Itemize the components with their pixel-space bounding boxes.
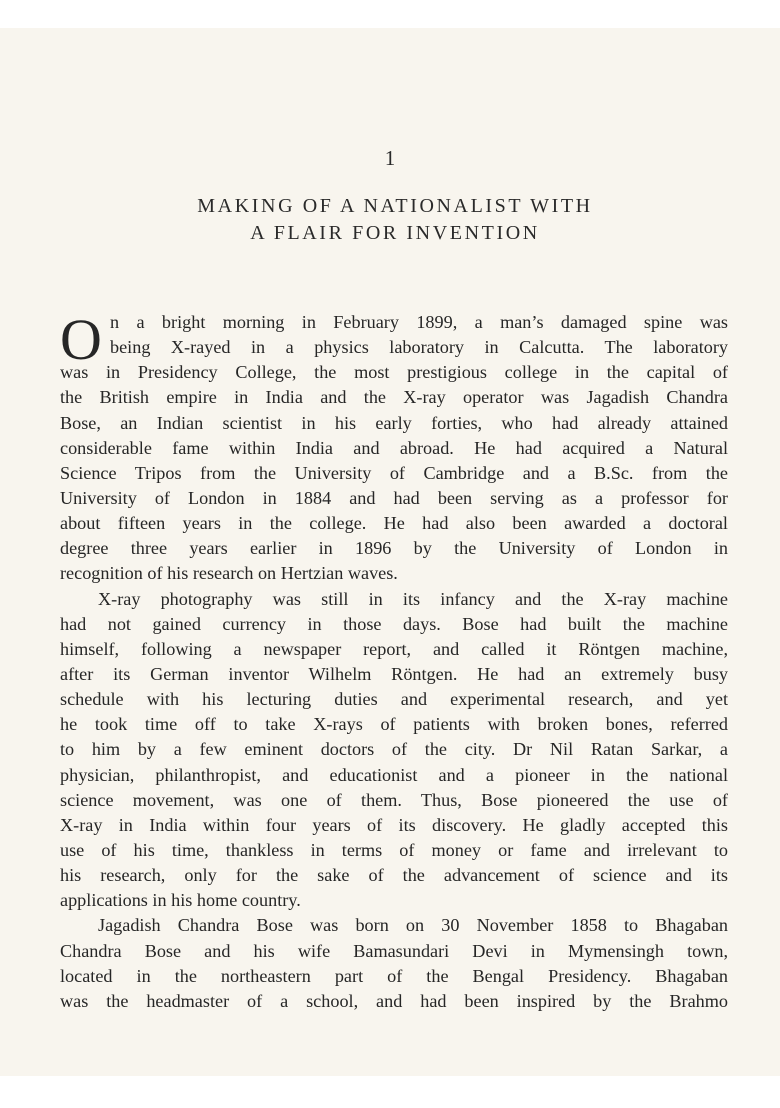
text-line: Science Tripos from the University of Cambridge and a B.Sc. from the bbox=[60, 462, 728, 483]
text-line: being X-rayed in a physics laboratory in Calcutta. The laboratory bbox=[110, 337, 728, 358]
text-line: n a bright morning in February 1899, a man’s damaged spine was bbox=[110, 312, 728, 332]
text-line: Bose, an Indian scientist in his early forties, who had already attained bbox=[60, 412, 728, 433]
paragraph bbox=[60, 913, 728, 1014]
text-line: University of London in 1884 and had been serving as a professor for bbox=[60, 487, 728, 508]
text-line: located in the northeastern part of the Bengal Presidency. Bhagaban bbox=[60, 965, 728, 986]
text-line: himself, following a newspaper report, and called it Röntgen machine, bbox=[60, 638, 728, 659]
paragraph bbox=[60, 587, 728, 914]
text-line: X-ray photography was still in its infancy and the X-ray machine bbox=[98, 588, 728, 609]
text-line: science movement, was one of them. Thus, Bose pioneered the use of bbox=[60, 789, 728, 810]
text-line: his research, only for the sake of the advancement of science and its bbox=[60, 865, 728, 886]
text-line: recognition of his research on Hertzian waves. bbox=[60, 563, 398, 584]
text-line: degree three years earlier in 1896 by the University of London in bbox=[60, 538, 728, 559]
paragraph bbox=[60, 307, 728, 587]
text-line: to him by a few eminent doctors of the city. Dr Nil Ratan Sarkar, a bbox=[60, 739, 728, 760]
text-line: after its German inventor Wilhelm Röntgen. He had an extremely busy bbox=[60, 663, 728, 684]
text-line: use of his time, thankless in terms of money or fame and irrelevant to bbox=[60, 839, 728, 860]
text-line: X-ray in India within four years of its discovery. He gladly accepted this bbox=[60, 814, 728, 835]
text-line: had not gained currency in those days. Bose had built the machine bbox=[60, 613, 728, 634]
text-line: Chandra Bose and his wife Bamasundari Devi in Mymensingh town, bbox=[60, 940, 728, 961]
text-line: he took time off to take X-rays of patients with broken bones, referred bbox=[60, 714, 728, 735]
body-text bbox=[60, 307, 728, 1014]
text-line: Jagadish Chandra Bose was born on 30 November 1858 to Bhagaban bbox=[98, 915, 728, 936]
text-line: about fifteen years in the college. He had also been awarded a doctoral bbox=[60, 513, 728, 534]
text-line: considerable fame within India and abroad. He had acquired a Natural bbox=[60, 437, 728, 458]
book-page bbox=[0, 28, 780, 1076]
text-line: was in Presidency College, the most prestigious college in the capital of bbox=[60, 362, 728, 383]
text-line: physician, philanthropist, and educationist and a pioneer in the national bbox=[60, 764, 728, 785]
chapter-title-line: MAKING OF A NATIONALIST WITH bbox=[197, 195, 593, 217]
chapter-number: 1 bbox=[384, 146, 396, 170]
chapter-title bbox=[100, 193, 690, 247]
chapter-title-line: A FLAIR FOR INVENTION bbox=[250, 222, 540, 244]
text-line: the British empire in India and the X-ray operator was Jagadish Chandra bbox=[60, 387, 728, 408]
text-line: applications in his home country. bbox=[60, 890, 301, 911]
text-line: was the headmaster of a school, and had been inspired by the Brahmo bbox=[60, 990, 728, 1011]
text-line: schedule with his lecturing duties and experimental research, and yet bbox=[60, 689, 728, 710]
drop-cap: O bbox=[60, 307, 102, 372]
